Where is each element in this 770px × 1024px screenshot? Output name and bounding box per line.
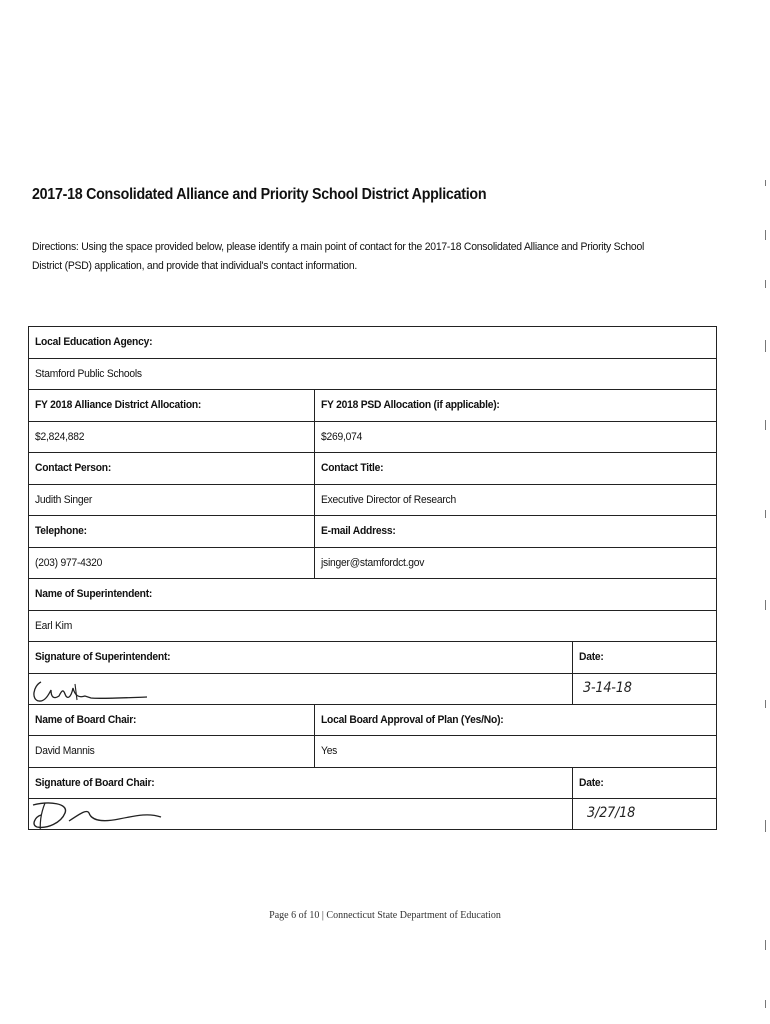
contact-person-label: Contact Person: [29,453,315,485]
form-row [29,358,717,390]
form-row [29,421,717,453]
superintendent-date-value: 3-14-18 [573,673,717,704]
form-row [29,516,717,548]
lea-label: Local Education Agency: [29,327,717,359]
board-chair-date-value: 3/27/18 [573,799,717,830]
form-row [29,547,717,579]
board-chair-signature [29,799,573,830]
superintendent-name-label: Name of Superintendent: [29,579,717,611]
psd-allocation-label: FY 2018 PSD Allocation (if applicable): [315,390,717,422]
telephone-value: (203) 977-4320 [29,547,315,579]
board-chair-label: Name of Board Chair: [29,704,315,736]
board-chair-date-label: Date: [573,767,717,799]
form-row [29,484,717,516]
email-label: E-mail Address: [315,516,717,548]
superintendent-signature [29,673,573,704]
form-row [29,642,717,674]
contact-title-value: Executive Director of Research [315,484,717,516]
form-row [29,327,717,359]
page-footer: Page 6 of 10 | Connecticut State Department of Education [269,910,501,921]
superintendent-signature-scribble [29,674,189,705]
psd-allocation-value: $269,074 [315,421,717,453]
form-row [29,736,717,768]
contact-form-table [28,326,717,830]
form-row [29,610,717,642]
email-value: jsinger@stamfordct.gov [315,547,717,579]
form-row [29,704,717,736]
form-row [29,799,717,830]
superintendent-date-label: Date: [573,642,717,674]
board-chair-signature-label: Signature of Board Chair: [29,767,573,799]
contact-title-label: Contact Title: [315,453,717,485]
page-title: 2017-18 Consolidated Alliance and Priority School District Application [32,186,487,203]
superintendent-name-value: Earl Kim [29,610,717,642]
form-row [29,390,717,422]
board-approval-label: Local Board Approval of Plan (Yes/No): [315,704,717,736]
board-approval-value: Yes [315,736,717,768]
directions-text: Directions: Using the space provided below, please identify a main point of contact for the 2017-18 Consolidated Alliance and Priority School District (PSD) application, and provide that individual's contact information. [32,241,645,272]
board-chair-value: David Mannis [29,736,315,768]
board-chair-signature-scribble [29,799,229,830]
contact-person-value: Judith Singer [29,484,315,516]
form-row [29,453,717,485]
lea-value: Stamford Public Schools [29,358,717,390]
superintendent-signature-label: Signature of Superintendent: [29,642,573,674]
form-row [29,673,717,704]
scan-edge-marks [762,180,766,1020]
alliance-allocation-value: $2,824,882 [29,421,315,453]
form-row [29,767,717,799]
form-row [29,579,717,611]
alliance-allocation-label: FY 2018 Alliance District Allocation: [29,390,315,422]
telephone-label: Telephone: [29,516,315,548]
